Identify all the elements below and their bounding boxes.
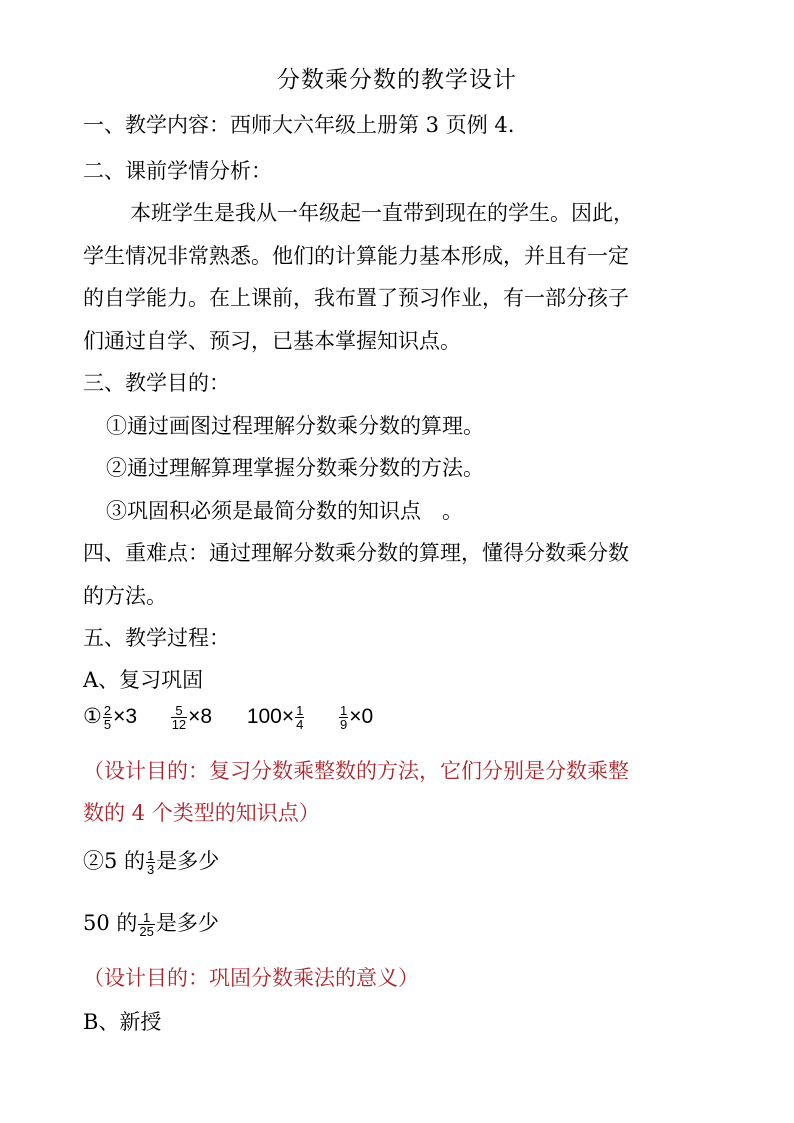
goal-item-2: ②通过理解算理掌握分数乘分数的方法。 <box>106 456 484 480</box>
fraction-f <box>138 911 154 938</box>
fraction-c-denominator: 4 <box>296 717 304 732</box>
exercise-2 <box>83 846 219 876</box>
analysis-paragraph-line-1: 本班学生是我从一年级起一直带到现在的学生。因此， <box>130 201 634 225</box>
exercise-1 <box>83 701 373 732</box>
design-note-1-line-1: （设计目的：复习分数乘整数的方法，它们分别是分数乘整 <box>83 759 629 783</box>
exercise-3-head: 50 的 <box>83 911 138 935</box>
exercise-3 <box>83 908 219 938</box>
fraction-a <box>103 704 112 731</box>
document-title: 分数乘分数的教学设计 <box>277 67 517 93</box>
section-keypoints-line-1: 四、重难点：通过理解分数乘分数的算理，懂得分数乘分数 <box>83 541 629 565</box>
analysis-paragraph-line-3: 的自学能力。在上课前，我布置了预习作业，有一部分孩子 <box>83 286 629 310</box>
analysis-paragraph-line-4: 们通过自学、预习，已基本掌握知识点。 <box>83 329 461 353</box>
goal-item-3: ③巩固积必须是最简分数的知识点 。 <box>106 499 463 523</box>
section-analysis-heading: 二、课前学情分析： <box>83 159 272 183</box>
section-process-heading: 五、教学过程： <box>83 626 230 650</box>
fraction-f-denominator: 25 <box>139 924 154 939</box>
section-keypoints-line-2: 的方法。 <box>83 584 167 608</box>
analysis-paragraph-line-2: 学生情况非常熟悉。他们的计算能力基本形成，并且有一定 <box>83 244 629 268</box>
exercise-3-tail: 是多少 <box>155 911 219 935</box>
design-note-2: （设计目的：巩固分数乘法的意义） <box>83 966 419 990</box>
expression-b-tail: ×8 <box>188 705 213 728</box>
fraction-a-numerator: 2 <box>103 703 112 718</box>
fraction-d-denominator: 9 <box>340 717 348 732</box>
fraction-e-numerator: 1 <box>147 848 155 863</box>
section-goals-heading: 三、教学目的： <box>83 371 230 395</box>
fraction-c <box>295 704 304 731</box>
fraction-d <box>339 704 348 731</box>
fraction-b-numerator: 5 <box>171 704 187 718</box>
fraction-b-denominator: 12 <box>171 717 187 732</box>
design-note-1-line-2: 数的 4 个类型的知识点） <box>83 801 320 825</box>
expression-c-head: 100× <box>246 705 295 728</box>
fraction-b <box>171 704 187 731</box>
fraction-c-numerator: 1 <box>296 703 304 718</box>
fraction-f-numerator: 1 <box>138 911 154 925</box>
exercise-2-head: ②5 的 <box>83 849 146 873</box>
section-content: 一、教学内容：西师大六年级上册第 3 页例 4. <box>83 113 515 137</box>
expression-d-tail: ×0 <box>349 705 374 728</box>
subsection-new-heading: B、新授 <box>83 1010 162 1034</box>
subsection-review-heading: A、复习巩固 <box>83 668 204 692</box>
expression-a-tail: ×3 <box>113 705 138 728</box>
fraction-a-denominator: 5 <box>103 717 112 732</box>
fraction-d-numerator: 1 <box>340 703 348 718</box>
fraction-e-denominator: 3 <box>147 862 155 877</box>
exercise-1-marker: ① <box>83 704 102 728</box>
exercise-2-tail: 是多少 <box>156 849 220 873</box>
fraction-e <box>146 849 155 876</box>
goal-item-1: ①通过画图过程理解分数乘分数的算理。 <box>106 414 484 438</box>
